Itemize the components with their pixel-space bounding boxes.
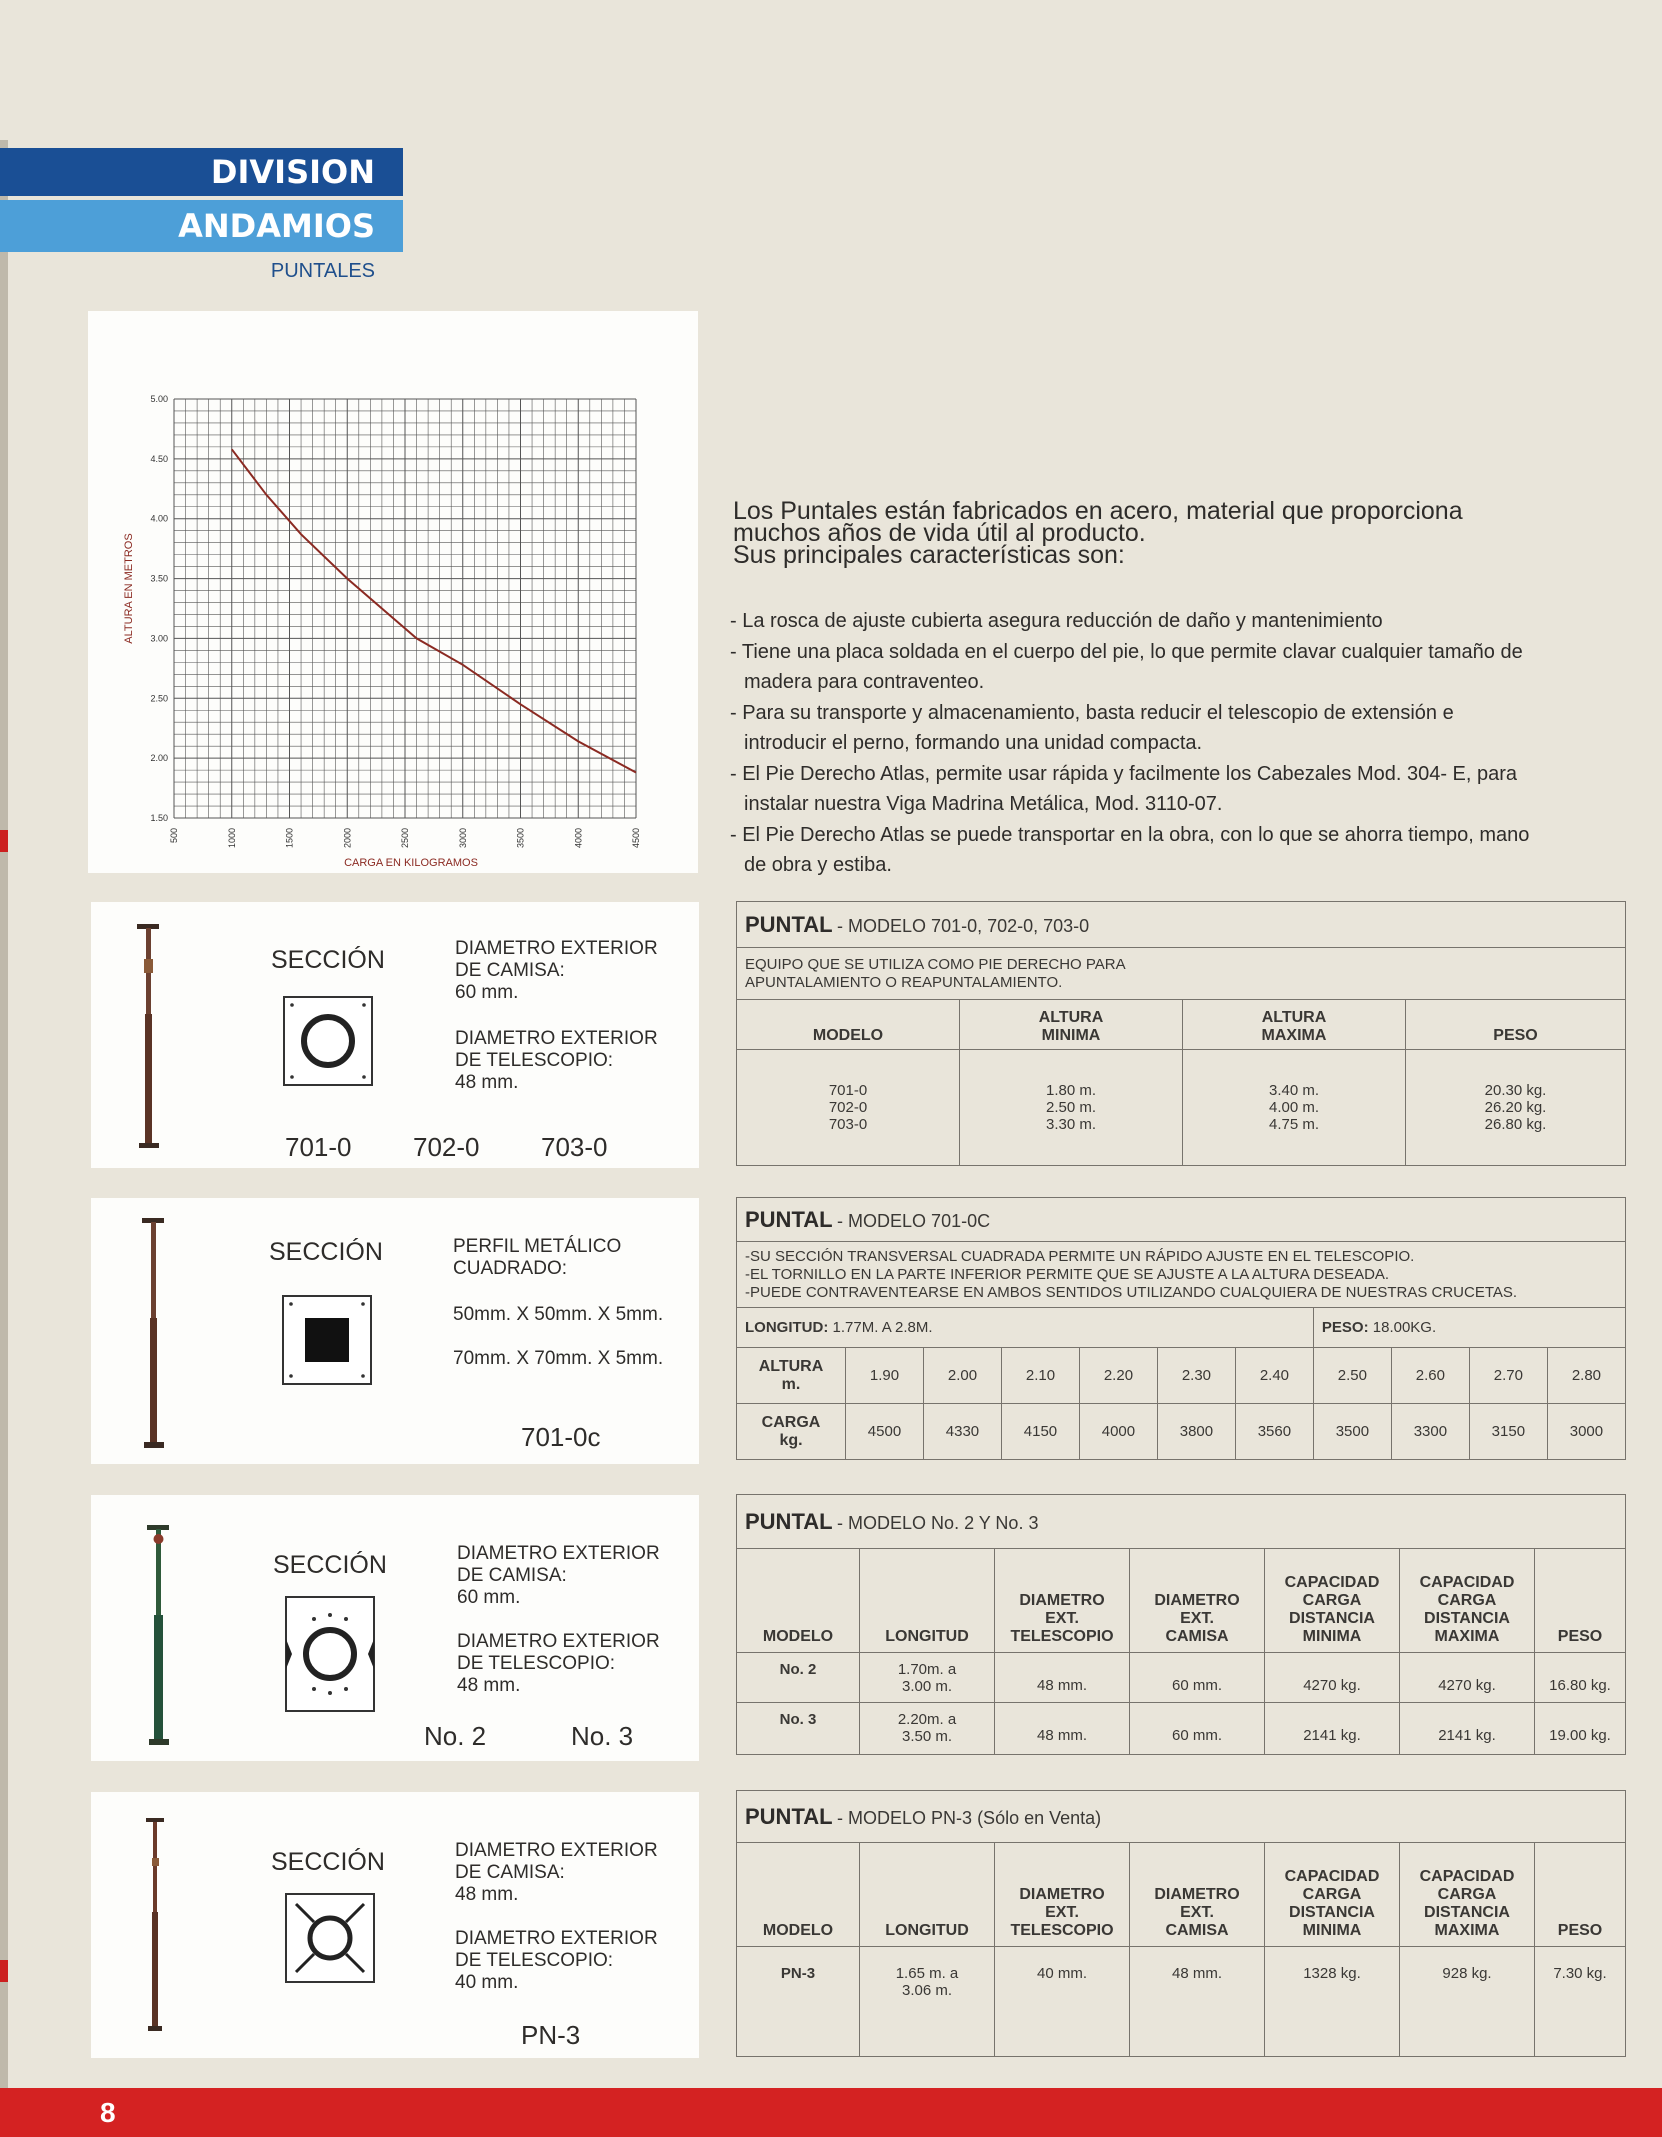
red-edge-mark xyxy=(0,830,8,852)
weight-cell xyxy=(1313,1308,1625,1348)
table-title: PUNTAL xyxy=(745,911,833,937)
cell-line: 60 mm. xyxy=(1171,1677,1222,1694)
length-label: LONGITUD: xyxy=(745,1319,829,1336)
model-label: 701-0 xyxy=(285,1132,352,1162)
table-cell xyxy=(1400,1703,1535,1755)
altura-value xyxy=(1313,1348,1391,1404)
x-tick-label: 1000 xyxy=(226,828,237,849)
weight-value: 18.00KG. xyxy=(1372,1319,1437,1336)
header-altura-maxima xyxy=(1183,1000,1406,1050)
cell-line: 2.20m. a xyxy=(897,1711,957,1728)
series-line xyxy=(232,449,636,772)
spec-line: 48 mm. xyxy=(455,1072,519,1093)
carga-value xyxy=(1157,1404,1235,1460)
header-cell xyxy=(737,1549,860,1653)
camisa-spec xyxy=(455,938,658,1004)
table-model-no2-no3 xyxy=(736,1494,1626,1755)
cell-line: MODELO xyxy=(762,1922,834,1939)
length-cell xyxy=(737,1308,1314,1348)
altura-value xyxy=(923,1348,1001,1404)
cell-line: 48 mm. xyxy=(1036,1677,1087,1694)
spec-line: DIAMETRO EXTERIOR xyxy=(455,1928,658,1949)
table-cell: 26.80 kg. xyxy=(1484,1116,1547,1133)
header-cell xyxy=(995,1843,1130,1947)
altura-value xyxy=(1079,1348,1157,1404)
cell-line: TELESCOPIO xyxy=(1010,1922,1114,1939)
cell-line: 1328 kg. xyxy=(1303,1965,1361,1982)
page-number: 8 xyxy=(100,2097,116,2128)
cell-line: DIAMETRO xyxy=(1019,1592,1105,1609)
table-cell xyxy=(1130,1703,1265,1755)
table-cell xyxy=(995,1653,1130,1703)
cell-line: DISTANCIA xyxy=(1289,1904,1375,1921)
feature-line: - El Pie Derecho Atlas, permite usar rápida y facilmente los Cabezales Mod. 304- E, para xyxy=(730,762,1518,785)
cell-line: EXT. xyxy=(1045,1610,1079,1627)
prop-illustration xyxy=(131,924,171,1154)
profile-spec xyxy=(453,1236,621,1280)
altura-label xyxy=(737,1348,846,1404)
feature-line: introducir el perno, formando una unidad compacta. xyxy=(744,732,1203,754)
spec-line: 48 mm. xyxy=(455,1884,519,1905)
col-modelo xyxy=(737,1050,960,1166)
model-cell xyxy=(737,1947,860,2057)
header-cell xyxy=(737,1843,860,1947)
table-cell xyxy=(1265,1703,1400,1755)
table-cell: 703-0 xyxy=(828,1116,868,1133)
product-panel-pn3 xyxy=(91,1792,699,2058)
carga-value xyxy=(1001,1404,1079,1460)
spec-line: DE TELESCOPIO: xyxy=(457,1653,616,1674)
spec-line: DIAMETRO EXTERIOR xyxy=(457,1631,660,1652)
camisa-spec xyxy=(457,1543,660,1609)
header-cell xyxy=(1535,1549,1626,1653)
cell-line: 1.90 xyxy=(869,1367,900,1384)
description-line: APUNTALAMIENTO O REAPUNTALAMIENTO. xyxy=(745,973,1063,991)
cell-line: No. 3 xyxy=(779,1711,817,1728)
round-section-icon xyxy=(282,995,374,1087)
prop-illustration xyxy=(138,1818,178,2038)
feature-line: - Tiene una placa soldada en el cuerpo del pie, lo que permite clavar cualquier tamaño de xyxy=(730,640,1523,663)
product-panel-701 xyxy=(91,902,699,1168)
model-label: 701-0c xyxy=(521,1422,601,1452)
division-heading: DIVISION xyxy=(210,153,375,191)
header-cell xyxy=(1130,1843,1265,1947)
cell-line: No. 2 xyxy=(779,1661,817,1678)
cell-line: 40 mm. xyxy=(1036,1965,1087,1982)
table-title: PUNTAL xyxy=(745,1206,833,1232)
carga-value xyxy=(1079,1404,1157,1460)
spec-line: 60 mm. xyxy=(457,1587,521,1608)
model-label: No. 3 xyxy=(571,1721,634,1751)
cell-line: 2141 kg. xyxy=(1303,1727,1361,1744)
cell-line: CAPACIDAD xyxy=(1284,1868,1380,1885)
col-altura-minima xyxy=(960,1050,1183,1166)
cell-line: DISTANCIA xyxy=(1424,1904,1510,1921)
header-line: ALTURA xyxy=(1038,1009,1104,1026)
spec-line: 60 mm. xyxy=(455,982,519,1003)
carga-value xyxy=(1313,1404,1391,1460)
table-description xyxy=(737,948,1626,1000)
table-cell: 1.80 m. xyxy=(1045,1082,1097,1099)
table-cell: 4.75 m. xyxy=(1268,1116,1320,1133)
altura-value xyxy=(1547,1348,1625,1404)
table-subtitle: - MODELO 701-0, 702-0, 703-0 xyxy=(837,915,1090,936)
header-cell xyxy=(1130,1549,1265,1653)
altura-value xyxy=(1469,1348,1547,1404)
model-label: No. 2 xyxy=(424,1721,487,1751)
cell-line: DISTANCIA xyxy=(1424,1610,1510,1627)
cell-line: 48 mm. xyxy=(1036,1727,1087,1744)
feature-line: - Para su transporte y almacenamiento, basta reducir el telescopio de extensión e xyxy=(730,701,1454,724)
cell-line: DIAMETRO xyxy=(1019,1886,1105,1903)
x-tick-label: 2500 xyxy=(400,828,410,849)
cell-line: DIAMETRO xyxy=(1154,1886,1240,1903)
carga-value xyxy=(1547,1404,1625,1460)
table-cell xyxy=(1400,1653,1535,1703)
feature-line: de obra y estiba. xyxy=(744,854,892,876)
section-label: SECCIÓN xyxy=(271,946,385,974)
cell-line: 2.30 xyxy=(1181,1367,1212,1384)
table-cell xyxy=(860,1947,995,2057)
table-cell xyxy=(1535,1653,1626,1703)
intro-line: Sus principales características son: xyxy=(733,541,1125,569)
section-label: SECCIÓN xyxy=(271,1848,385,1876)
cell-line: 3500 xyxy=(1335,1423,1370,1440)
header-cell xyxy=(1265,1843,1400,1947)
altura-value xyxy=(846,1348,924,1404)
spec-line: DE CAMISA: xyxy=(455,960,565,981)
x-tick-label: 4000 xyxy=(573,828,584,849)
cell-line: 60 mm. xyxy=(1171,1727,1222,1744)
x-tick-label: 1500 xyxy=(284,828,295,849)
cell-line: 48 mm. xyxy=(1171,1965,1222,1982)
cell-line: EXT. xyxy=(1180,1610,1214,1627)
cell-line: 1.70m. a xyxy=(897,1661,957,1678)
cell-line: 928 kg. xyxy=(1442,1965,1492,1982)
profile-size-spec: 70mm. X 70mm. X 5mm. xyxy=(453,1348,664,1369)
table-model-701 xyxy=(736,901,1626,1166)
cell-line: EXT. xyxy=(1180,1904,1214,1921)
altura-value xyxy=(1157,1348,1235,1404)
feature-line: - El Pie Derecho Atlas se puede transportar en la obra, con lo que se ahorra tiempo, mano xyxy=(730,823,1530,846)
y-tick-label: 3.00 xyxy=(150,633,168,644)
spec-line: DE TELESCOPIO: xyxy=(455,1050,614,1071)
feature-line: - La rosca de ajuste cubierta asegura reducción de daño y mantenimiento xyxy=(730,610,1383,632)
cell-line: CARGA xyxy=(1437,1886,1497,1903)
spec-line: DIAMETRO EXTERIOR xyxy=(457,1543,660,1564)
cell-line: LONGITUD xyxy=(885,1922,969,1939)
carga-value xyxy=(846,1404,924,1460)
table-cell: 3.40 m. xyxy=(1268,1082,1320,1099)
cell-line: EXT. xyxy=(1045,1904,1079,1921)
cell-line: 2.80 xyxy=(1571,1367,1602,1384)
header-modelo: MODELO xyxy=(737,1000,960,1050)
description-line: EQUIPO QUE SE UTILIZA COMO PIE DERECHO PARA xyxy=(745,955,1126,973)
cell-line: MAXIMA xyxy=(1434,1922,1500,1939)
cell-line: 3800 xyxy=(1179,1423,1214,1440)
cell-line: MINIMA xyxy=(1302,1628,1362,1645)
spec-line: PERFIL METÁLICO xyxy=(453,1236,622,1257)
table-cell xyxy=(1400,1947,1535,2057)
features-list xyxy=(730,606,1630,881)
model-cell xyxy=(737,1653,860,1703)
table-model-pn3 xyxy=(736,1790,1626,2057)
cell-line: DIAMETRO xyxy=(1154,1592,1240,1609)
x-tick-label: 4500 xyxy=(631,828,641,849)
telescopio-spec xyxy=(457,1631,660,1697)
table-cell xyxy=(860,1653,995,1703)
product-panel-no2-no3 xyxy=(91,1495,699,1761)
table-cell: 702-0 xyxy=(828,1099,868,1116)
section-label: SECCIÓN xyxy=(269,1238,383,1266)
label-line: ALTURA xyxy=(758,1357,824,1375)
intro-text xyxy=(733,497,1613,569)
altura-value xyxy=(1235,1348,1313,1404)
square-section-icon xyxy=(281,1294,373,1386)
spec-line: DE TELESCOPIO: xyxy=(455,1950,614,1971)
cell-line: 3.50 m. xyxy=(901,1728,953,1745)
table-cell xyxy=(1265,1947,1400,2057)
cell-line: 4500 xyxy=(867,1423,902,1440)
y-tick-label: 2.50 xyxy=(150,693,168,704)
altura-value xyxy=(1391,1348,1469,1404)
y-axis-label: ALTURA EN METROS xyxy=(123,533,135,644)
table-cell xyxy=(1535,1703,1626,1755)
feature-line: instalar nuestra Viga Madrina Metálica, Mod. 3110-07. xyxy=(744,793,1223,815)
header-line: MINIMA xyxy=(1041,1027,1101,1044)
spec-line: DIAMETRO EXTERIOR xyxy=(455,1028,658,1049)
table-title-cell xyxy=(737,1791,1626,1843)
header-cell xyxy=(1400,1549,1535,1653)
carga-value xyxy=(1469,1404,1547,1460)
length-value: 1.77M. A 2.8M. xyxy=(832,1319,933,1336)
table-cell xyxy=(860,1703,995,1755)
table-cell: 3.30 m. xyxy=(1045,1116,1097,1133)
description-line: -EL TORNILLO EN LA PARTE INFERIOR PERMITE QUE SE AJUSTE A LA ALTURA DESEADA. xyxy=(745,1265,1390,1283)
cell-line: 2.00 xyxy=(947,1367,978,1384)
cell-line: CAPACIDAD xyxy=(1284,1574,1380,1591)
cell-line: MODELO xyxy=(762,1628,834,1645)
spec-line: DE CAMISA: xyxy=(455,1862,565,1883)
spec-line: DIAMETRO EXTERIOR xyxy=(455,938,658,959)
model-label: 703-0 xyxy=(541,1132,608,1162)
y-tick-label: 4.50 xyxy=(150,453,168,464)
table-cell: 26.20 kg. xyxy=(1484,1099,1547,1116)
header-peso: PESO xyxy=(1406,1000,1626,1050)
cell-line: 2.40 xyxy=(1259,1367,1290,1384)
altura-value xyxy=(1001,1348,1079,1404)
cell-line: CAPACIDAD xyxy=(1419,1574,1515,1591)
table-cell xyxy=(995,1947,1130,2057)
round-section-icon xyxy=(284,1892,376,1984)
prop-illustration xyxy=(141,1525,181,1755)
cell-line: 3560 xyxy=(1257,1423,1292,1440)
cell-line: 2.20 xyxy=(1103,1367,1134,1384)
table-description xyxy=(737,1242,1626,1308)
col-peso xyxy=(1406,1050,1626,1166)
category-subtitle: PUNTALES xyxy=(270,260,375,282)
cell-line: 3000 xyxy=(1569,1423,1604,1440)
cell-line: TELESCOPIO xyxy=(1010,1628,1114,1645)
y-tick-label: 1.50 xyxy=(150,813,168,823)
cell-line: 2.70 xyxy=(1493,1367,1523,1384)
cell-line: DISTANCIA xyxy=(1289,1610,1375,1627)
cell-line: 3.00 m. xyxy=(901,1678,953,1695)
table-title: PUNTAL xyxy=(745,1803,833,1829)
cell-line: 2.60 xyxy=(1415,1367,1445,1384)
label-line: kg. xyxy=(779,1431,803,1449)
spec-line: 40 mm. xyxy=(455,1972,519,1993)
table-subtitle: - MODELO No. 2 Y No. 3 xyxy=(837,1512,1039,1533)
cell-line: LONGITUD xyxy=(885,1628,969,1645)
intro-line: muchos años de vida útil al producto. xyxy=(733,519,1146,547)
x-axis-label: CARGA EN KILOGRAMOS xyxy=(344,857,478,869)
cell-line: 2.50 xyxy=(1337,1367,1367,1384)
left-edge-strip xyxy=(0,140,8,2090)
section-heading: ANDAMIOS xyxy=(178,207,375,245)
description-line: -PUEDE CONTRAVENTEARSE EN AMBOS SENTIDOS UTILIZANDO CUALQUIERA DE NUESTRAS CRUCETAS. xyxy=(745,1283,1518,1301)
x-tick-label: 500 xyxy=(169,828,179,844)
label-line: CARGA xyxy=(761,1413,821,1431)
x-tick-label: 3000 xyxy=(457,828,468,849)
feature-line: madera para contraventeo. xyxy=(744,671,985,693)
table-subtitle: - MODELO PN-3 (Sólo en Venta) xyxy=(837,1807,1102,1828)
cell-line: PESO xyxy=(1557,1628,1603,1645)
header-cell xyxy=(1400,1843,1535,1947)
cell-line: 1.65 m. a xyxy=(895,1965,959,1982)
x-tick-label: 3500 xyxy=(515,828,526,849)
table-cell xyxy=(995,1703,1130,1755)
profile-size-spec: 50mm. X 50mm. X 5mm. xyxy=(453,1304,664,1325)
header-cell xyxy=(1535,1843,1626,1947)
cell-line: 4150 xyxy=(1023,1423,1058,1440)
intro-line: Los Puntales están fabricados en acero, material que proporciona xyxy=(733,497,1463,525)
prop-illustration xyxy=(136,1218,176,1458)
cell-line: CARGA xyxy=(1302,1592,1362,1609)
model-label: PN-3 xyxy=(521,2020,581,2050)
cell-line: CAMISA xyxy=(1165,1628,1229,1645)
cell-line: PN-3 xyxy=(780,1965,816,1982)
load-height-chart xyxy=(88,311,698,873)
table-cell xyxy=(1265,1653,1400,1703)
table-cell xyxy=(1535,1947,1626,2057)
load-height-chart-panel xyxy=(88,311,698,873)
table-title-cell xyxy=(737,902,1626,948)
cell-line: 3150 xyxy=(1491,1423,1526,1440)
spec-line: DIAMETRO EXTERIOR xyxy=(455,1840,658,1861)
cell-line: 4000 xyxy=(1101,1423,1136,1440)
carga-label xyxy=(737,1404,846,1460)
footer-bar xyxy=(0,2088,1662,2137)
model-cell xyxy=(737,1703,860,1755)
header-cell xyxy=(860,1549,995,1653)
cell-line: CAMISA xyxy=(1165,1922,1229,1939)
table-cell: 4.00 m. xyxy=(1268,1099,1320,1116)
cell-line: PESO xyxy=(1557,1922,1603,1939)
model-label: 702-0 xyxy=(413,1132,480,1162)
cell-line: 4270 kg. xyxy=(1303,1677,1361,1694)
table-title-cell xyxy=(737,1198,1626,1242)
cell-line: MAXIMA xyxy=(1434,1628,1500,1645)
y-tick-label: 2.00 xyxy=(150,753,168,764)
cell-line: 3.06 m. xyxy=(901,1982,953,1999)
telescopio-spec xyxy=(455,1928,658,1994)
header-cell xyxy=(1265,1549,1400,1653)
product-panel-701c xyxy=(91,1198,699,1464)
y-tick-label: 3.50 xyxy=(150,573,168,584)
spec-line: CUADRADO: xyxy=(453,1258,568,1279)
spec-line: DE CAMISA: xyxy=(457,1565,567,1586)
table-subtitle: - MODELO 701-0C xyxy=(837,1210,991,1231)
telescopio-spec xyxy=(455,1028,658,1094)
weight-label: PESO: xyxy=(1321,1319,1369,1336)
cell-line: 16.80 kg. xyxy=(1549,1677,1611,1694)
carga-value xyxy=(923,1404,1001,1460)
col-altura-maxima xyxy=(1183,1050,1406,1166)
cell-line: CARGA xyxy=(1437,1592,1497,1609)
table-title-cell xyxy=(737,1495,1626,1549)
table-cell: 2.50 m. xyxy=(1045,1099,1097,1116)
header-cell xyxy=(860,1843,995,1947)
cell-line: 3300 xyxy=(1413,1423,1448,1440)
cell-line: CAPACIDAD xyxy=(1419,1868,1515,1885)
cell-line: 19.00 kg. xyxy=(1549,1727,1611,1744)
red-edge-mark xyxy=(0,1960,8,1982)
table-cell: 701-0 xyxy=(828,1082,868,1099)
carga-value xyxy=(1235,1404,1313,1460)
spec-line: 48 mm. xyxy=(457,1675,521,1696)
label-line: m. xyxy=(781,1375,801,1393)
camisa-spec xyxy=(455,1840,658,1906)
description-line: -SU SECCIÓN TRANSVERSAL CUADRADA PERMITE UN RÁPIDO AJUSTE EN EL TELESCOPIO. xyxy=(745,1247,1415,1265)
table-title: PUNTAL xyxy=(745,1508,833,1534)
cell-line: 4330 xyxy=(945,1423,980,1440)
cell-line: 7.30 kg. xyxy=(1553,1965,1607,1982)
cell-line: 4270 kg. xyxy=(1438,1677,1496,1694)
x-tick-label: 2000 xyxy=(342,828,353,849)
y-tick-label: 5.00 xyxy=(150,394,168,404)
table-cell: 20.30 kg. xyxy=(1484,1082,1547,1099)
header-line: ALTURA xyxy=(1261,1009,1327,1026)
table-model-701c xyxy=(736,1197,1626,1460)
cell-line: 2141 kg. xyxy=(1438,1727,1496,1744)
cell-line: CARGA xyxy=(1302,1886,1362,1903)
section-label: SECCIÓN xyxy=(273,1551,387,1579)
table-cell xyxy=(1130,1653,1265,1703)
carga-value xyxy=(1391,1404,1469,1460)
header-altura-minima xyxy=(960,1000,1183,1050)
y-tick-label: 4.00 xyxy=(150,513,168,524)
header-line: MAXIMA xyxy=(1261,1027,1327,1044)
cell-line: MINIMA xyxy=(1302,1922,1362,1939)
table-cell xyxy=(1130,1947,1265,2057)
cell-line: 2.10 xyxy=(1025,1367,1056,1384)
header-cell xyxy=(995,1549,1130,1653)
round-section-icon xyxy=(284,1595,376,1713)
